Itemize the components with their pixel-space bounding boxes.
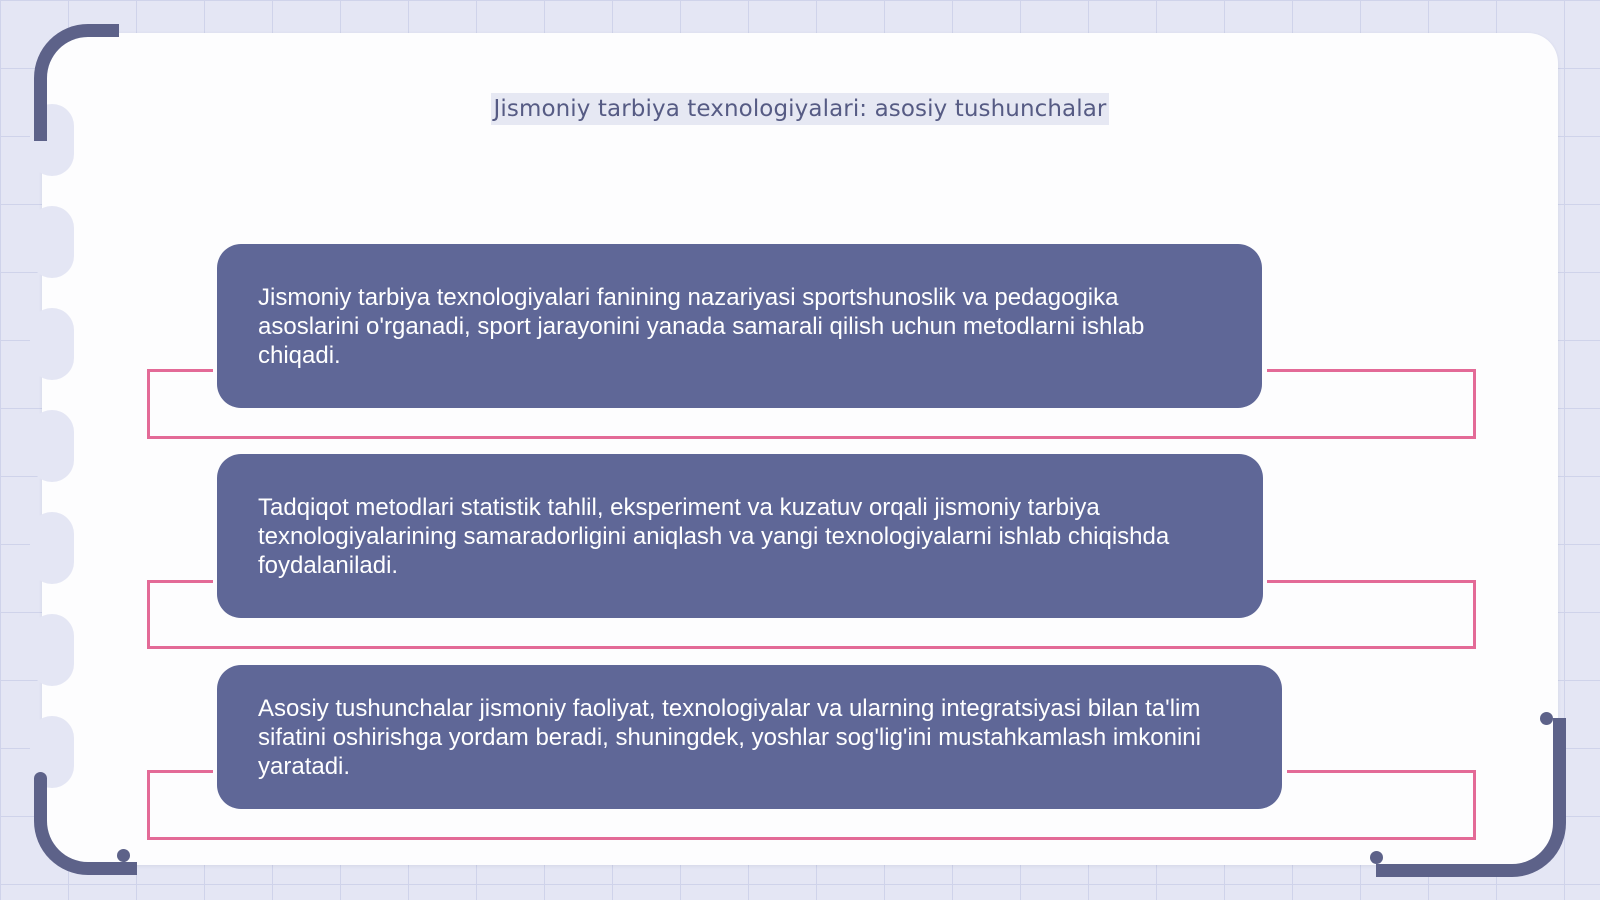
concept-card-text: Jismoniy tarbiya texnologiyalari fanining nazariyasi sportshunoslik va pedagogika asoslarini o'rganadi, sport jarayonini yanada samarali qilish uchun metodlarni ishlab chiqadi. (258, 284, 1145, 369)
slide-title (0, 93, 1600, 125)
binder-hole (30, 308, 74, 380)
slide-title-text: Jismoniy tarbiya texnologiyalari: asosiy tushunchalar (491, 93, 1110, 125)
concept-card (217, 244, 1262, 408)
corner-bracket-cap (34, 772, 47, 785)
binder-hole (30, 614, 74, 686)
concept-card-text: Tadqiqot metodlari statistik tahlil, eksperiment va kuzatuv orqali jismoniy tarbiya texnologiyalarining samaradorligini aniqlash va yangi texnologiyalarni ishlab chiqishda foydalaniladi. (258, 494, 1170, 579)
concept-card-text: Asosiy tushunchalar jismoniy faoliyat, texnologiyalar va ularning integratsiyasi bilan ta'lim sifatini oshirishga yordam beradi, shuningdek, yoshlar sog'lig'ini mustahkamlash imkonini yaratadi. (258, 695, 1201, 780)
corner-bracket-cap (117, 849, 130, 862)
binder-hole (30, 512, 74, 584)
corner-bracket-cap (100, 24, 113, 37)
corner-bracket-cap (1540, 712, 1553, 725)
corner-bracket-cap (1370, 851, 1383, 864)
concept-card (217, 454, 1263, 618)
binder-hole (30, 410, 74, 482)
binder-hole (30, 206, 74, 278)
concept-card (217, 665, 1282, 809)
